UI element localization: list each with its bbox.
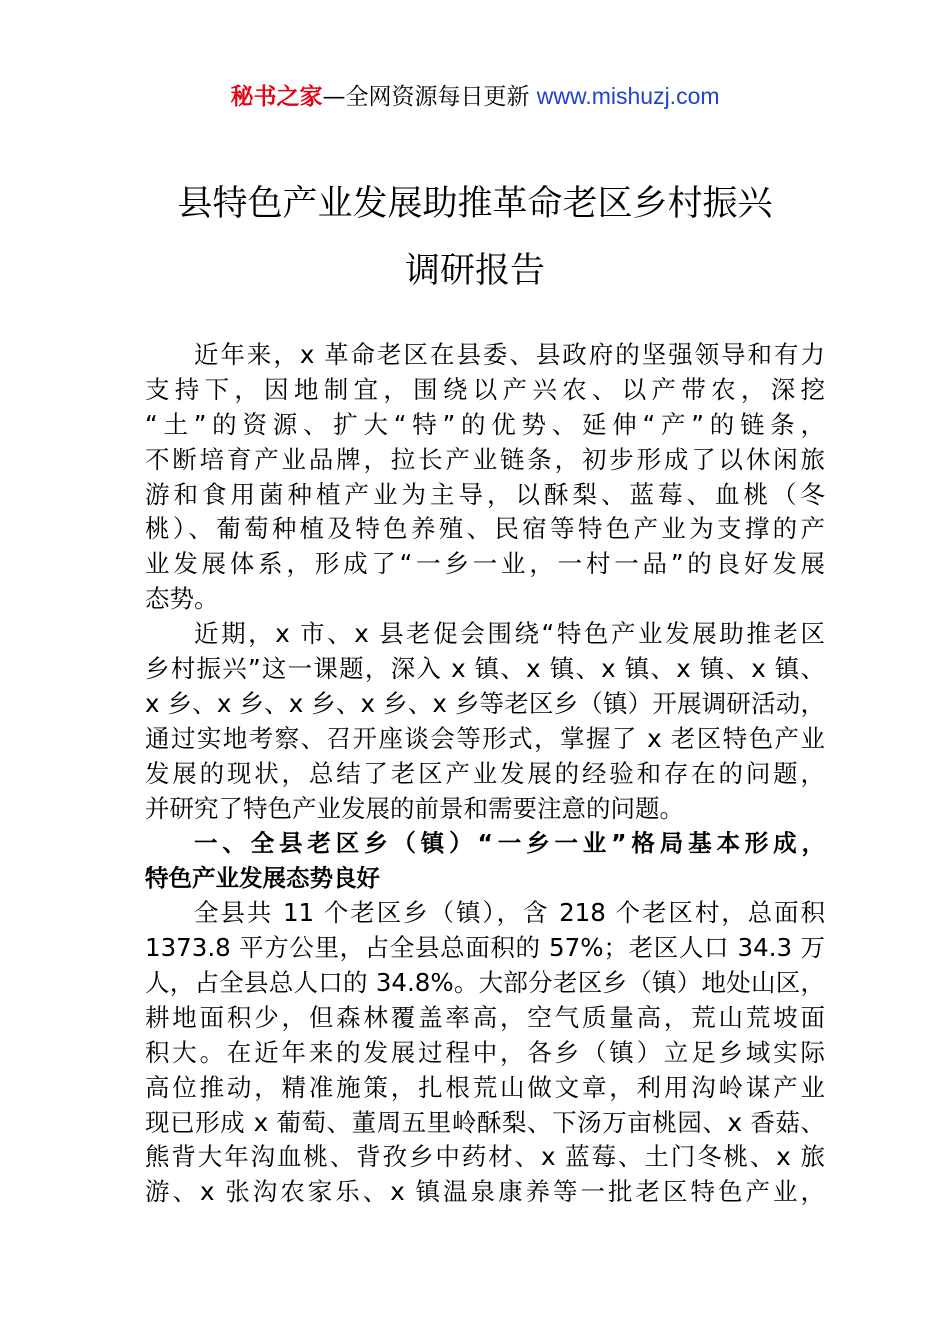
text-line: 熊背大年沟血桃、背孜乡中药材、x 蓝莓、土门冬桃、x 旅 [145,1142,825,1172]
text-line: 积大。在近年来的发展过程中，各乡（镇）立足乡域实际 [145,1037,825,1067]
heading-line: 一、全县老区乡（镇）“一乡一业”格局基本形成， [194,829,825,858]
document-body [145,338,825,1210]
text-line: 游和食用菌种植产业为主导，以酥梨、蓝莓、血桃（冬 [145,479,825,509]
document-title-line-2: 调研报告 [404,251,545,291]
text-line: 业发展体系，形成了“一乡一业，一村一品”的良好发展 [145,549,825,579]
text-line: x 乡、x 乡、x 乡、x 乡、x 乡等老区乡（镇）开展调研活动， [145,688,825,718]
text-line: 支持下，因地制宜，围绕以产兴农、以产带农，深挖 [145,374,825,404]
text-line: 桃）、葡萄种植及特色养殖、民宿等特色产业为支撑的产 [145,514,825,544]
banner-tagline: —全网资源每日更新 [322,84,537,110]
heading-line: 特色产业发展态势良好 [145,864,380,893]
text-line: 高位推动，精准施策，扎根荒山做文章，利用沟岭谋产业 [145,1072,825,1102]
paragraph-overview [145,896,825,1210]
text-line: 不断培育产业品牌，拉长产业链条，初步形成了以休闲旅 [145,444,825,474]
section-heading-1 [145,826,825,896]
text-line: 并研究了特色产业发展的前景和需要注意的问题。 [145,793,684,823]
text-line: 态势。 [145,584,219,614]
banner-brand: 秘书之家 [230,84,323,110]
text-line: 1373.8 平方公里，占全县总面积的 57%；老区人口 34.3 万 [145,933,825,963]
text-line: 游、x 张沟农家乐、x 镇温泉康养等一批老区特色产业， [145,1177,825,1207]
site-banner [0,80,950,113]
document-title-line-1: 县特色产业发展助推革命老区乡村振兴 [177,184,773,224]
text-line: 耕地面积少，但森林覆盖率高，空气质量高，荒山荒坡面 [145,1002,825,1032]
text-line: 乡村振兴”这一课题，深入 x 镇、x 镇、x 镇、x 镇、x 镇、 [145,654,825,684]
text-line: 人，占全县总人口的 34.8%。大部分老区乡（镇）地处山区， [145,968,825,998]
text-line: 近期，x 市、x 县老促会围绕“特色产业发展助推老区 [194,619,825,649]
text-line: 通过实地考察、召开座谈会等形式，掌握了 x 老区特色产业 [145,723,825,753]
text-line: 全县共 11 个老区乡（镇），含 218 个老区村，总面积 [194,898,825,928]
banner-url-link[interactable]: www.mishuzj.com [536,83,720,109]
text-line: “土”的资源、扩大“特”的优势、延伸“产”的链条， [145,409,825,439]
text-line: 发展的现状，总结了老区产业发展的经验和存在的问题， [145,758,825,788]
paragraph-intro [145,338,825,617]
paragraph-survey [145,617,825,826]
text-line: 现已形成 x 葡萄、董周五里岭酥梨、下汤万亩桃园、x 香菇、 [145,1107,825,1137]
text-line: 近年来，x 革命老区在县委、县政府的坚强领导和有力 [194,340,825,369]
